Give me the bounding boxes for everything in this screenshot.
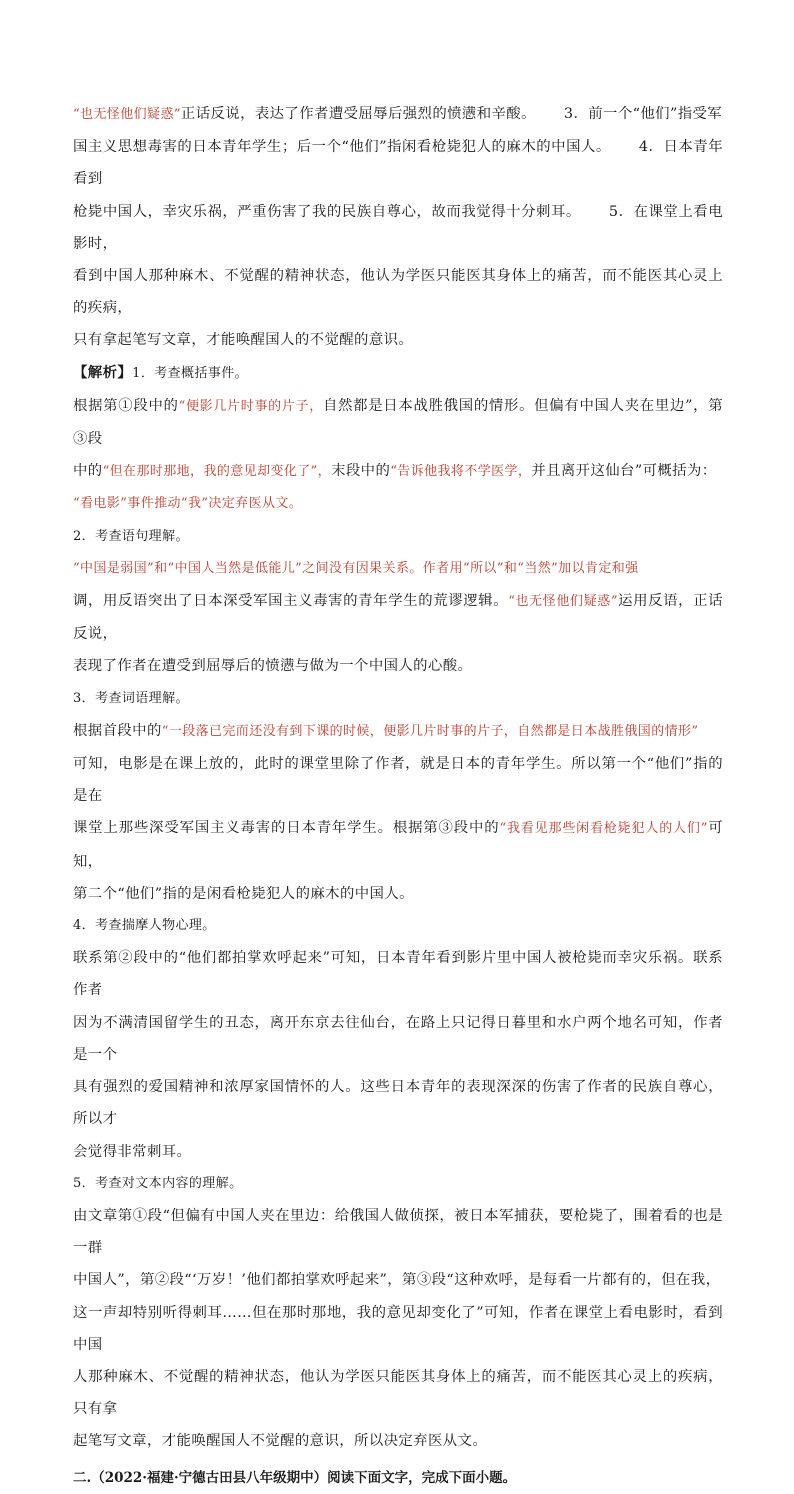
analysis-q4-line-2: 因为不满清国留学生的丑态，离开东京去往仙台，在路上只记得日暮里和水户两个地名可知，作者是一个 [73,1014,723,1063]
analysis-q5-line-5: 起笔写文章，才能唤醒国人不觉醒的意识，所以决定弃医从文。 [73,1433,488,1450]
analysis-q3-line-2: 可知，电影是在课上放的，此时的课堂里除了作者，就是日本的青年学生。所以第一个“他们”指的是在 [73,756,723,805]
analysis-label: 【解析】 [73,363,133,381]
analysis-q5-title: 5．考查对文本内容的理解。 [73,1175,243,1191]
analysis-q4-line-3: 具有强烈的爱国精神和浓厚家国情怀的人。这些日本青年的表现深深的伤害了作者的民族自尊心，所以才 [73,1079,723,1128]
analysis-q4-title: 4．考查揣摩人物心理。 [73,918,216,934]
analysis-q1-line-2: 中的“但在那时那地，我的意见却变化了”，末段中的“告诉他我将不学医学，并且离开这仙台”可概括为： [73,463,717,480]
analysis-q2-line-1: “中国是弱国”和“中国人当然是低能儿”之间没有因果关系。作者用“所以”和“当然”加以肯定和强 [73,560,639,576]
analysis-q2-line-3: 表现了作者在遭受到屈辱后的愤懑与做为一个中国人的心酸。 [73,658,473,675]
answer-line-5: 只有拿起笔写文章，才能唤醒国人的不觉醒的意识。 [73,332,414,349]
analysis-q5-line-2: 中国人”，第②段“‘万岁！’他们都拍掌欢呼起来”，第③段“这种欢呼，是每看一片都有的，但在我， [73,1272,721,1289]
analysis-q3-title: 3．考查词语理解。 [73,690,189,706]
analysis-q2-line-2: 调，用反语突出了日本深受军国主义毒害的青年学生的荒谬逻辑。“也无怪他们疑惑”运用反语，正话反说， [73,593,723,643]
analysis-q3-line-4: 第二个“他们”指的是闲看枪毙犯人的麻木的中国人。 [73,885,414,902]
analysis-q4-line-4: 会觉得非常刺耳。 [73,1143,192,1160]
analysis-q1-line-1: 根据第①段中的“便影几片时事的片子，自然都是日本战胜俄国的情形。但偏有中国人夹在里边”，第③段 [73,397,723,448]
answer-line-1: “也无怪他们疑惑”正话反说，表达了作者遭受屈辱后强烈的愤懑和辛酸。 3．前一个“他们”指受军 [73,106,723,122]
analysis-q5-line-4: 人那种麻木、不觉醒的精神状态，他认为学医只能医其身体上的痛苦，而不能医其心灵上的疾病，只有拿 [73,1368,723,1418]
analysis-q4-line-1: 联系第②段中的“他们都拍掌欢呼起来”可知，日本青年看到影片里中国人被枪毙而幸灾乐祸。联系作者 [73,950,723,999]
answer-line-2: 国主义思想毒害的日本青年学生；后一个“他们”指闲看枪毙犯人的麻木的中国人。 4．日本青年看到 [73,139,723,188]
analysis-q5-line-3: 这一声却特别听得刺耳……但在那时那地，我的意见却变化了”可知，作者在课堂上看电影时，看到中国 [73,1304,723,1353]
next-section-title: 二.（2022·福建·宁德古田县八年级期中）阅读下面文字，完成下面小题。 [73,1469,517,1486]
answer-line-4: 看到中国人那种麻木、不觉醒的精神状态，他认为学医只能医其身体上的痛苦，而不能医其心灵上的疾病， [73,268,723,317]
analysis-q3-line-1: 根据首段中的“一段落已完而还没有到下课的时候，便影几片时事的片子，自然都是日本战胜俄国的情形” [73,722,699,739]
analysis-q1-title: 【解析】1．考查概括事件。 [73,363,249,381]
document-body [73,98,723,1494]
analysis-q1-line-3: “看电影”事件推动“我”决定弃医从文。 [73,496,303,512]
analysis-q3-line-3: 课堂上那些深受军国主义毒害的日本青年学生。根据第③段中的“我看见那些闲看枪毙犯人的人们”可知， [73,820,723,870]
analysis-q2-title: 2．考查语句理解。 [73,528,189,544]
quote-red: “也无怪他们疑惑” [73,107,181,122]
analysis-q5-line-1: 由文章第①段“但偏有中国人夹在里边：给俄国人做侦探，被日本军捕获，要枪毙了，围着看的也是一群 [73,1207,723,1257]
answer-line-3: 枪毙中国人，幸灾乐祸，严重伤害了我的民族自尊心，故而我觉得十分刺耳。 5．在课堂上看电影时， [73,203,723,252]
